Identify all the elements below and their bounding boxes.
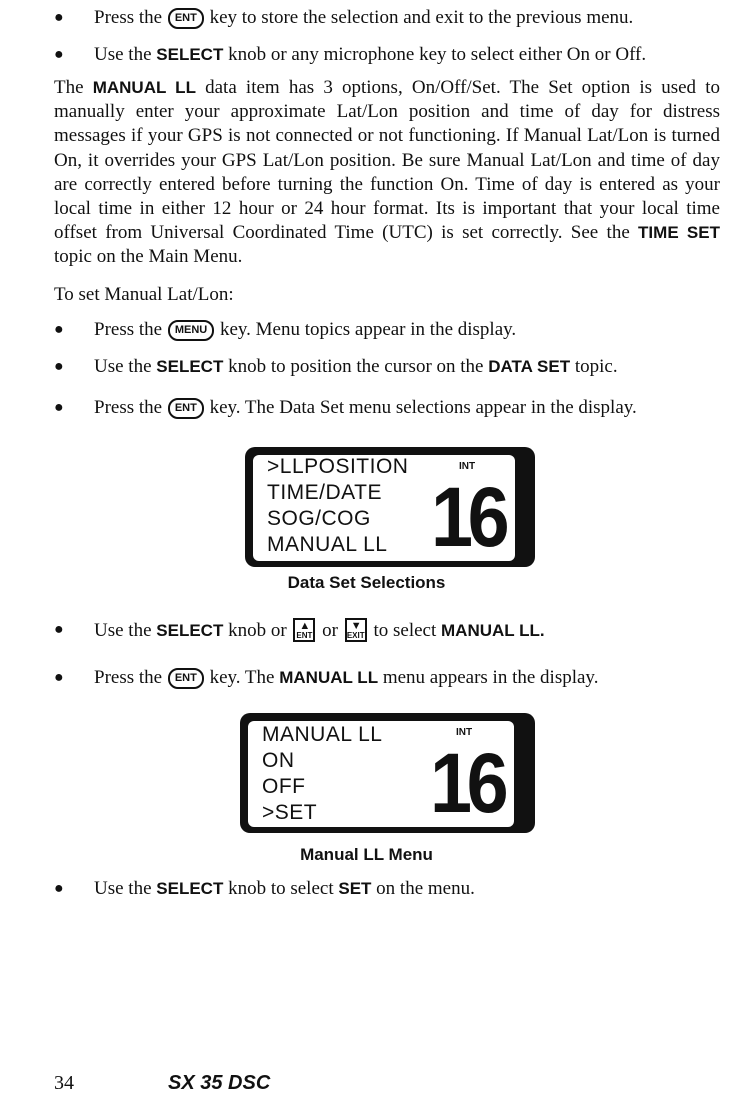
- lcd-manual-ll-display: [240, 713, 535, 833]
- lcd-row: TIME/DATE: [267, 481, 382, 504]
- caption-manual-ll: Manual LL Menu: [300, 845, 433, 864]
- lcd-row: ON: [262, 749, 295, 772]
- lcd-row: MANUAL LL: [262, 723, 383, 746]
- manual-title: SX 35 DSC: [168, 1072, 271, 1094]
- bullet-dot: ●: [54, 399, 64, 416]
- lcd-row: >SET: [262, 801, 318, 824]
- page-number: 34: [54, 1072, 74, 1094]
- manual-ll-description: The MANUAL LL data item has 3 options, On/Off/Set. The Set option is used to manually enter your approximate Lat/Lon position and time of day for distress messages if your GPS is not connected or not functioning. If Manual Lat/Lon is turned On, it overrides your GPS Lat/Lon position. Be sure Manual Lat/Lon and time of day are correctly entered before turning the function On. Time of day is entered as your local time in either 12 hour or 24 hour format. Its is important that your local time offset from Universal Coordinated Time (UTC) is set correctly. See the TIME SET topic on the Main Menu.: [54, 77, 720, 268]
- int-indicator: INT: [459, 461, 476, 472]
- caption-data-set: Data Set Selections: [287, 573, 446, 592]
- bullet-dot: ●: [54, 669, 64, 686]
- bullet-dot: ●: [54, 46, 64, 63]
- lcd-data-set-display: [245, 447, 535, 567]
- up-ent-key-icon: ▲ ENT: [293, 618, 315, 642]
- lcd-row: SOG/COG: [267, 507, 371, 530]
- bullet-dot: ●: [54, 9, 64, 26]
- lcd-row: OFF: [262, 775, 306, 798]
- int-indicator: INT: [456, 727, 473, 738]
- lcd-row: >LLPOSITION: [267, 455, 409, 478]
- down-exit-key-icon: ▼ EXIT: [345, 618, 367, 642]
- bullet-dot: ●: [54, 321, 64, 338]
- lcd-row: MANUAL LL: [267, 533, 388, 556]
- bullet-dot: ●: [54, 358, 64, 375]
- menu-key-icon: MENU: [168, 320, 214, 341]
- lcd-screen: [248, 721, 514, 830]
- bullet-dot: ●: [54, 880, 64, 897]
- channel-number: 16: [430, 736, 504, 830]
- bullet-dot: ●: [54, 621, 64, 638]
- to-set-heading: To set Manual Lat/Lon:: [54, 284, 234, 305]
- ent-key-icon: ENT: [168, 668, 204, 689]
- ent-key-icon: ENT: [168, 398, 204, 419]
- lcd-screen: [253, 455, 515, 564]
- ent-key-icon: ENT: [168, 8, 204, 29]
- channel-number: 16: [431, 470, 505, 564]
